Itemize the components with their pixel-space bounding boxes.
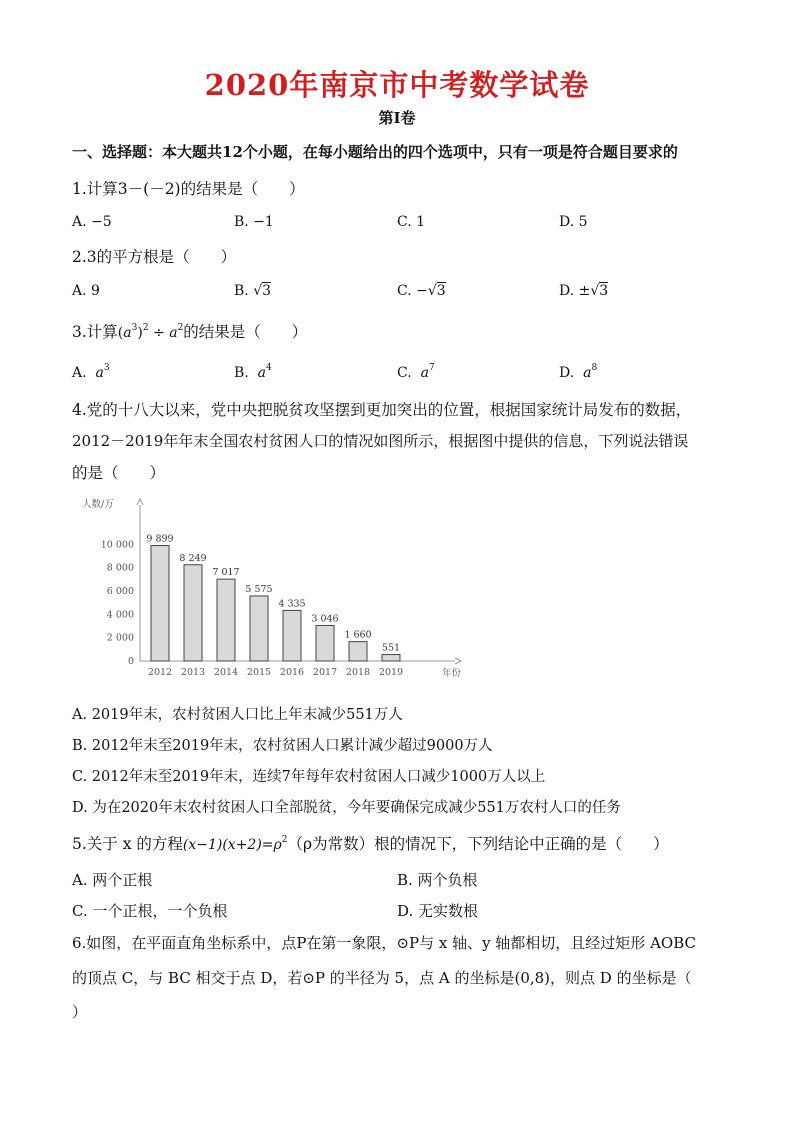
exponent: 2 [177, 323, 184, 333]
radicand: 3 [436, 283, 446, 299]
bar [151, 546, 169, 661]
q2-option-c [397, 283, 446, 299]
q2-option-b-label: B. [234, 283, 254, 299]
question-6-line-3: ） [72, 1003, 88, 1021]
bar-value-label: 4 335 [278, 598, 306, 610]
bar [184, 565, 202, 661]
question-4-line-1: 4.党的十八大以来，党中央把脱贫攻坚摆到更加突出的位置，根据国家统计局发布的数据， [72, 401, 692, 419]
q3-expression: $(a^3)^2 \div a^2$ [117, 323, 184, 341]
bar [382, 655, 400, 661]
q2-option-b [234, 283, 271, 299]
exponent: 4 [266, 363, 272, 373]
x-tick-label: 2015 [246, 667, 272, 678]
option-letter: A. [72, 365, 87, 381]
q5-stem-suffix: （ρ为常数）根的情况下，下列结论中正确的是（ ） [287, 835, 669, 853]
question-5-stem [72, 832, 669, 854]
y-axis-arrow [137, 499, 143, 505]
q4-option-b: B. 2012年末至2019年末，农村贫困人口累计减少超过9000万人 [72, 738, 493, 754]
base-var: a [169, 325, 178, 341]
question-4-line-3: 的是（ ） [72, 464, 166, 482]
q5-option-a: A. 两个正根 [72, 871, 153, 889]
x-tick-label: 2014 [213, 667, 239, 678]
radicand: 3 [262, 283, 272, 299]
q2-option-a: A. 9 [72, 283, 100, 299]
y-axis-title: 人数/万 [82, 499, 114, 510]
q3-option-b [234, 365, 272, 381]
q2-option-d-label: D. ± [559, 283, 591, 299]
bar-value-label: 8 249 [179, 552, 207, 564]
section-heading: 一、选择题：本大题共12个小题，在每小题给出的四个选项中，只有一项是符合题目要求的 [72, 143, 678, 161]
exam-title: 2020年南京市中考数学试卷 [204, 68, 590, 102]
y-tick-label: 8 000 [106, 562, 134, 574]
bar-value-label: 9 899 [146, 533, 174, 545]
y-tick-label: 6 000 [106, 586, 134, 597]
x-axis-title: 年份 [442, 668, 462, 679]
x-axis-arrow [455, 658, 461, 664]
volume-label: 第Ⅰ卷 [378, 109, 416, 127]
bar [217, 579, 235, 661]
y-tick-label: 4 000 [106, 609, 134, 621]
bar-value-label: 7 017 [212, 567, 240, 579]
q2-option-c-label: C. − [397, 283, 428, 299]
q1-option-c: C. 1 [397, 214, 426, 230]
question-3-stem [72, 320, 307, 342]
question-6-line-2: 的顶点 C，与 BC 相交于点 D，若⊙P 的半径为 5，点 A 的坐标是(0,8)，则点 D 的坐标是（ [72, 969, 692, 987]
bar-value-label: 3 046 [311, 613, 339, 625]
exponent: 2 [142, 323, 149, 333]
q4-option-c: C. 2012年末至2019年末，连续7年每年农村贫困人口减少1000万人以上 [72, 769, 546, 785]
bar-value-label: 551 [381, 642, 401, 654]
exponent: 7 [428, 363, 435, 373]
sqrt-sign: √ [427, 283, 437, 299]
x-tick-label: 2012 [147, 667, 173, 678]
bar-value-label: 5 575 [245, 583, 273, 595]
q3-option-d [559, 365, 597, 381]
q3-stem-prefix: 3.计算 [72, 323, 118, 341]
option-letter: C. [397, 365, 412, 381]
q1-option-d: D. 5 [559, 214, 588, 230]
bar [250, 596, 268, 661]
q2-option-d [559, 283, 608, 299]
q3-option-a [72, 365, 110, 381]
q5-option-c: C. 一个正根，一个负根 [72, 902, 228, 920]
q5-option-d: D. 无实数根 [397, 902, 479, 920]
q3-stem-suffix: 的结果是（ ） [183, 323, 308, 341]
q3-option-c [397, 365, 435, 381]
q1-option-a: A. −5 [72, 214, 112, 230]
question-4-line-2: 2012－2019年年末全国农村贫困人口的情况如图所示，根据图中提供的信息，下列说法错误 [72, 432, 689, 450]
q4-option-d: D. 为在2020年末农村贫困人口全部脱贫，今年要确保完成减少551万农村人口的任务 [72, 800, 621, 816]
exponent: 8 [591, 363, 598, 373]
question-6-line-1: 6.如图，在平面直角坐标系中，点P在第一象限，⊙P与 x 轴、y 轴都相切，且经过矩形 AOBC [72, 934, 696, 952]
exponent: 3 [103, 363, 110, 373]
x-tick-label: 2013 [180, 667, 206, 678]
x-tick-label: 2019 [378, 667, 404, 678]
sqrt-sign: √ [590, 283, 600, 299]
base-var: a [420, 365, 429, 381]
divide-sign: ÷ [153, 325, 165, 341]
y-tick-label: 10 000 [100, 539, 134, 551]
poverty-bar-chart [70, 493, 470, 685]
base-var: a [123, 325, 132, 341]
exponent: 2 [281, 835, 288, 845]
x-tick-label: 2018 [345, 667, 371, 678]
q4-option-a: A. 2019年末，农村贫困人口比上年末减少551万人 [72, 707, 403, 723]
q5-equation: (x−1)(x+2)=ρ [182, 837, 282, 853]
sqrt-sign: √ [253, 283, 263, 299]
q5-option-b: B. 两个负根 [397, 871, 478, 889]
option-letter: B. [234, 365, 249, 381]
bar [283, 610, 301, 661]
radicand: 3 [599, 283, 609, 299]
chart-canvas [70, 493, 470, 685]
bar [316, 625, 334, 661]
question-1-stem: 1.计算3－(－2)的结果是（ ） [72, 180, 305, 198]
base-var: a [583, 365, 592, 381]
option-letter: D. [559, 365, 575, 381]
exponent: 3 [131, 323, 138, 333]
base-var: a [257, 365, 267, 381]
x-tick-label: 2017 [312, 667, 338, 678]
q5-stem-prefix: 5.关于 x 的方程 [72, 835, 183, 853]
x-tick-label: 2016 [279, 667, 305, 678]
bar-value-label: 1 660 [344, 629, 372, 641]
q1-option-b: B. −1 [234, 214, 274, 230]
base-var: a [95, 365, 104, 381]
question-2-stem: 2.3的平方根是（ ） [72, 248, 237, 266]
bar [349, 642, 367, 661]
y-tick-label: 2 000 [106, 632, 134, 644]
y-tick-label: 0 [127, 656, 134, 667]
